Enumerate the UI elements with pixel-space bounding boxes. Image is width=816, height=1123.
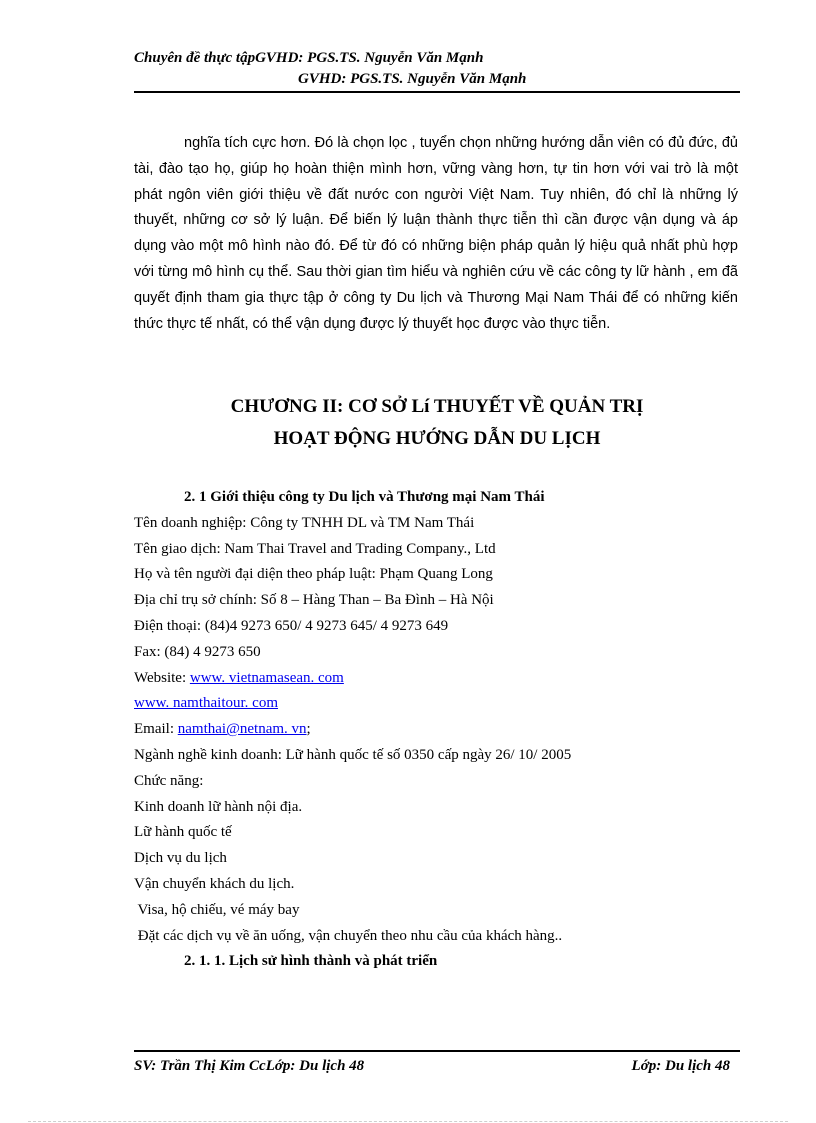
fax-line: Fax: (84) 4 9273 650 — [134, 643, 261, 660]
header-divider — [134, 91, 740, 93]
header-line-1: Chuyên đề thực tậpGVHD: PGS.TS. Nguyễn Văn Mạnh — [134, 50, 484, 66]
website-line — [134, 666, 740, 692]
business-line: Ngành nghề kinh doanh: Lữ hành quốc tế số 0350 cấp ngày 26/ 10/ 2005 — [134, 746, 572, 763]
intro-paragraph: nghĩa tích cực hơn. Đó là chọn lọc , tuyển chọn những hướng dẫn viên có đủ đức, đủ tài, đào tạo họ, giúp họ hoàn thiện mình hơn, vững vàng hơn, tự tin hơn với vai trò là một phát ngôn viên giới thiệu về đất nước con người Việt Nam. Tuy nhiên, đó chỉ là những lý thuyết, những cơ sở lý luận. Để biến lý luận thành thực tiễn thì cần được vận dụng và áp dụng vào một mô hình nào đó. Để từ đó có những biện pháp quản lý hiệu quả nhất phù hợp với từng mô hình cụ thể. Sau thời gian tìm hiểu và nghiên cứu về các công ty lữ hành , em đã quyết định tham gia thực tập ở công ty Du lịch và Thương Mại Nam Thái để có những kiến thức thực tế nhất, có thể vận dụng được lý thuyết học được vào thực tiễn. — [134, 135, 738, 332]
website-line-2 — [134, 691, 740, 717]
subsection-title: 2. 1. 1. Lịch sử hình thành và phát triển — [184, 953, 438, 970]
footer-left: SV: Trần Thị Kim CcLớp: Du lịch 48 — [134, 1058, 365, 1074]
email-link[interactable]: namthai@netnam. vn — [177, 721, 307, 738]
chapter-heading-line-1: CHƯƠNG II: CƠ SỞ Lí THUYẾT VỀ QUẢN TRỊ — [230, 396, 644, 417]
function-item: Vận chuyển khách du lịch. — [134, 875, 295, 892]
website-link-1[interactable]: www. vietnamasean. com — [189, 669, 344, 686]
page-header — [134, 48, 740, 90]
functions-label: Chức năng: — [134, 772, 204, 789]
address-line: Địa chỉ trụ sở chính: Số 8 – Hàng Than – Ba Đình – Hà Nội — [134, 592, 494, 609]
website-label: Website: — [134, 669, 190, 686]
company-info — [134, 485, 740, 975]
phone-line: Điện thoại: (84)4 9273 650/ 4 9273 645/ 4 9273 649 — [134, 617, 449, 634]
email-line — [134, 717, 740, 743]
email-suffix: ; — [306, 721, 311, 738]
footer-right: Lớp: Du lịch 48 — [631, 1058, 730, 1074]
function-item: Dịch vụ du lịch — [134, 850, 227, 867]
company-name-line: Tên doanh nghiệp: Công ty TNHH DL và TM Nam Thái — [134, 514, 475, 531]
function-item: Đặt các dịch vụ về ăn uống, vận chuyển theo nhu cầu của khách hàng.. — [134, 927, 563, 944]
representative-line: Họ và tên người đại diện theo pháp luật: Phạm Quang Long — [134, 566, 493, 583]
email-label: Email: — [134, 721, 178, 738]
header-line-2: GVHD: PGS.TS. Nguyễn Văn Mạnh — [298, 71, 527, 87]
trade-name-line: Tên giao dịch: Nam Thai Travel and Trading Company., Ltd — [134, 540, 496, 557]
section-title: 2. 1 Giới thiệu công ty Du lịch và Thương mại Nam Thái — [184, 489, 545, 505]
function-item: Visa, hộ chiếu, vé máy bay — [134, 901, 300, 918]
function-item: Lữ hành quốc tế — [134, 824, 232, 841]
footer-divider — [134, 1050, 740, 1052]
chapter-heading — [134, 391, 740, 455]
chapter-heading-line-2: HOẠT ĐỘNG HƯỚNG DẪN DU LỊCH — [273, 428, 601, 449]
website-link-2[interactable]: www. namthaitour. com — [134, 695, 279, 712]
page-edge — [28, 1121, 788, 1122]
function-item: Kinh doanh lữ hành nội địa. — [134, 798, 303, 815]
